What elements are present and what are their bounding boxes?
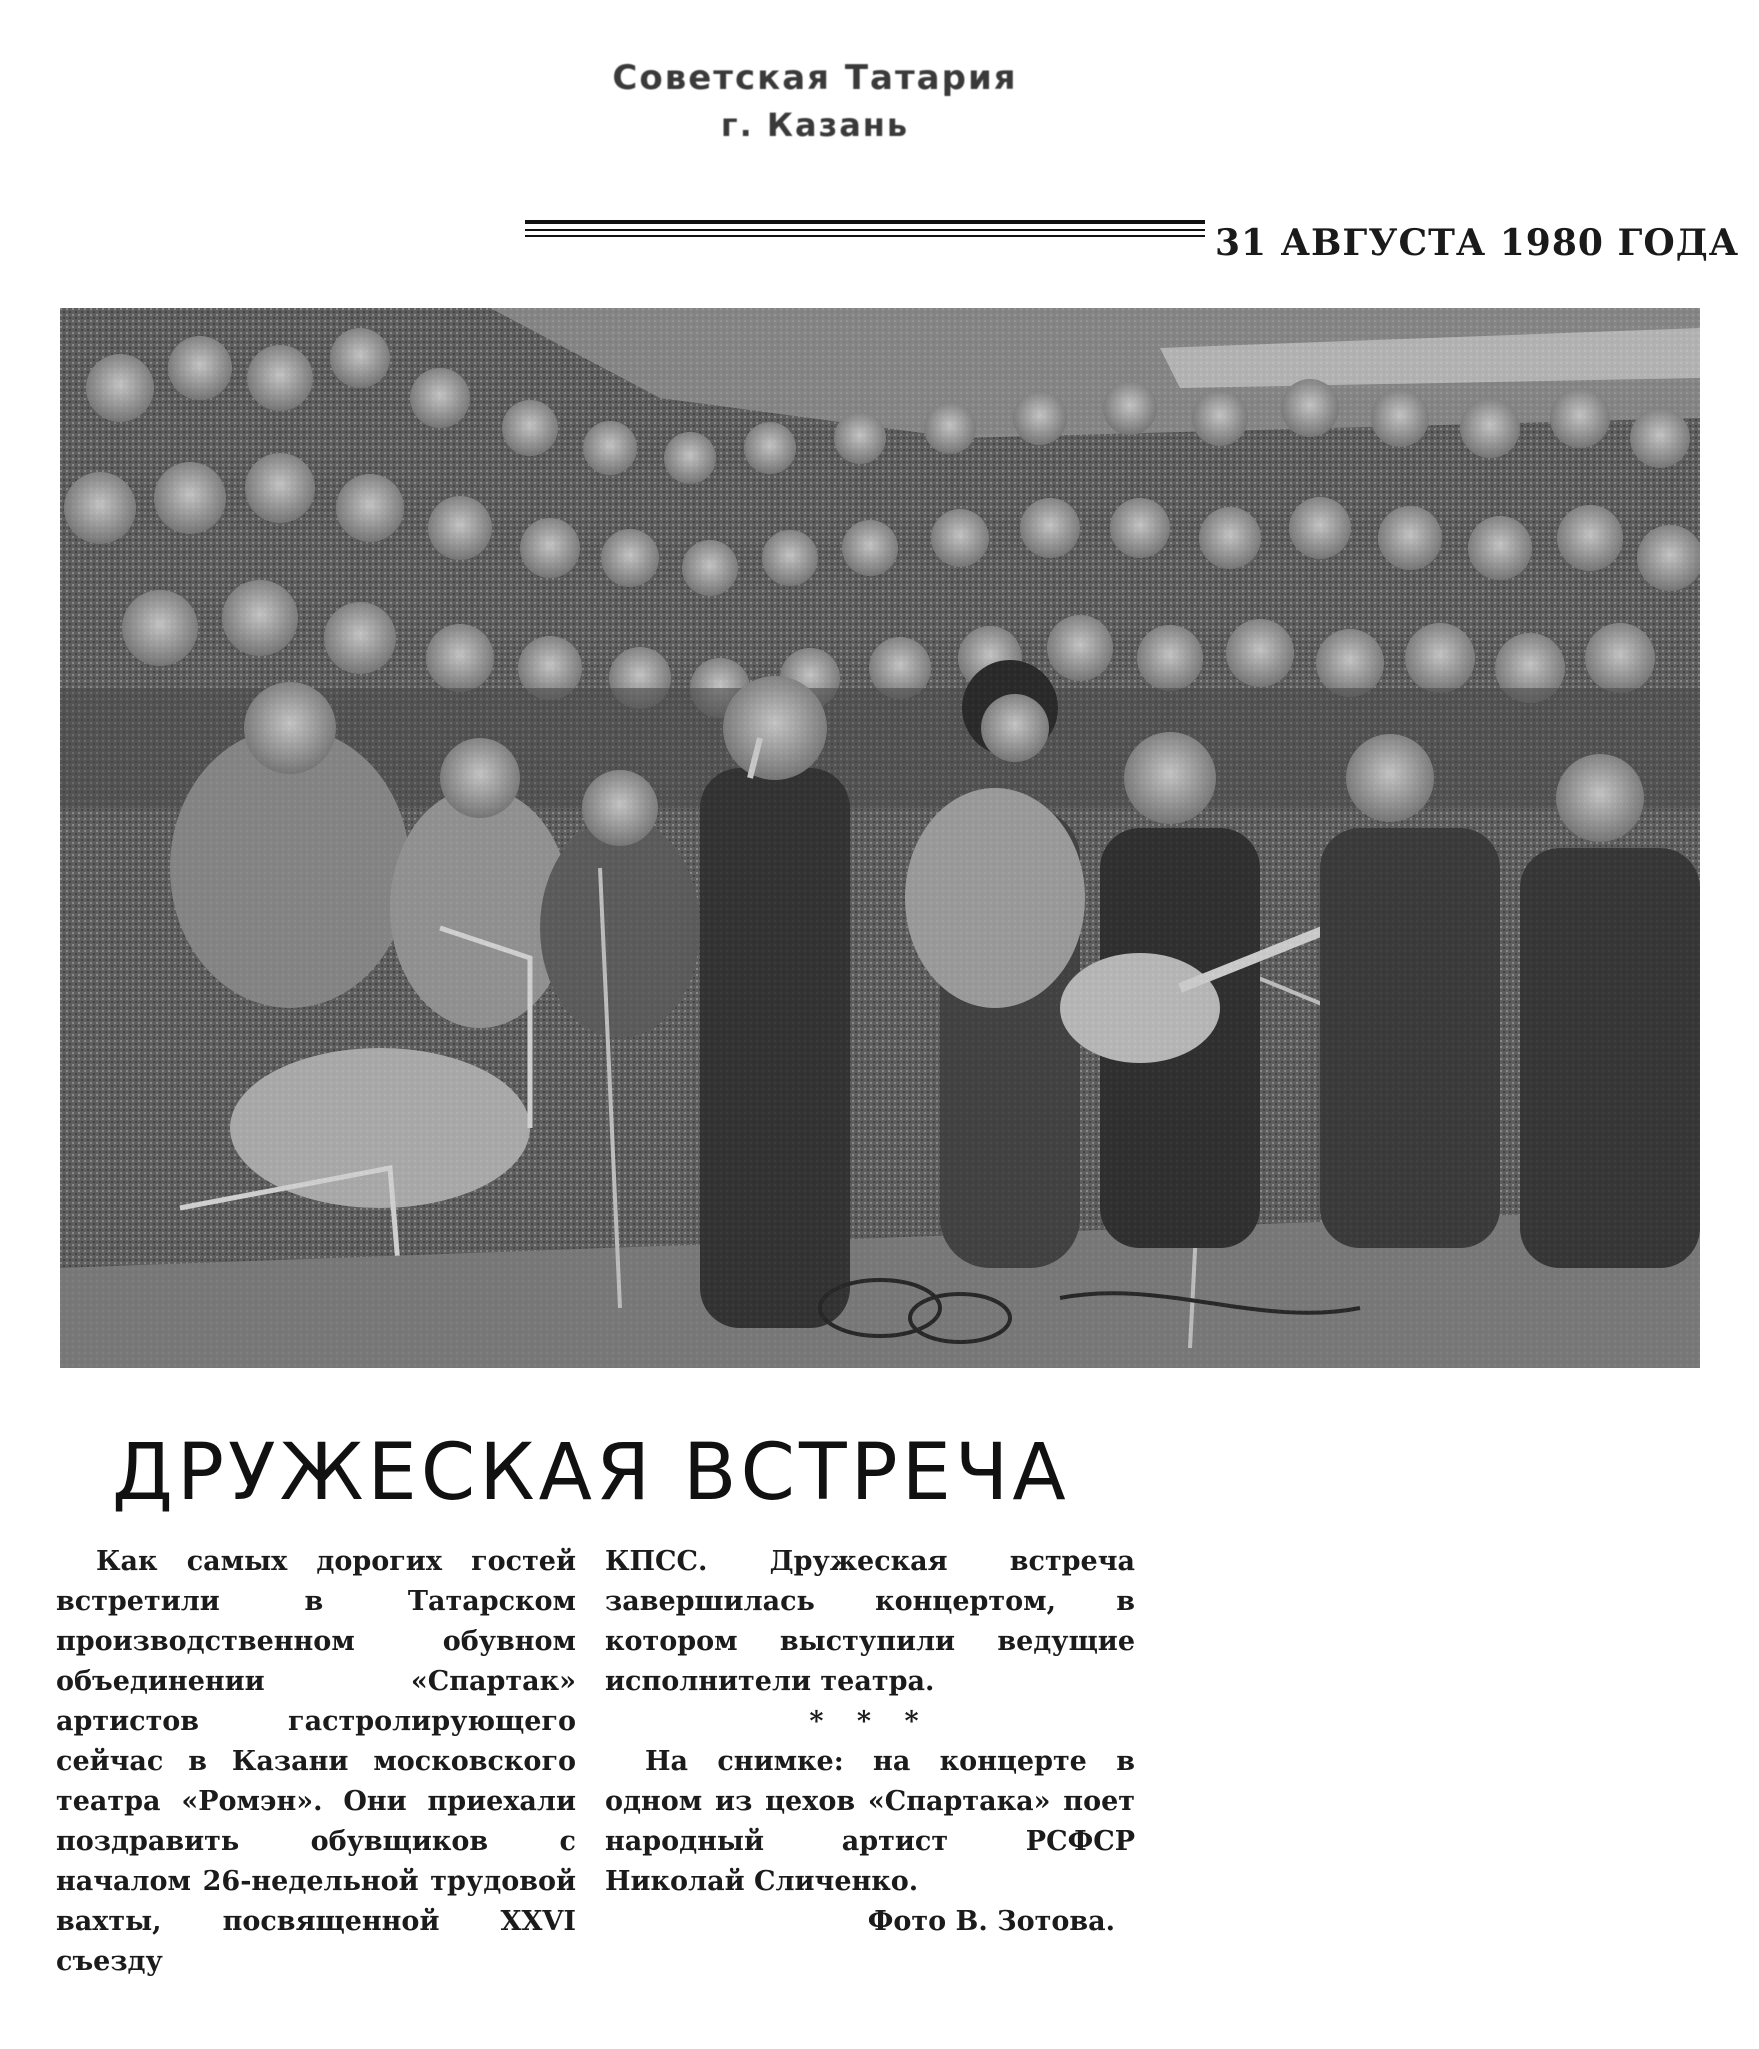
headline: ДРУЖЕСКАЯ ВСТРЕЧА <box>112 1428 1070 1518</box>
article-right-column <box>605 1542 1135 1942</box>
publication-date: 31 АВГУСТА 1980 ГОДА <box>1215 222 1740 264</box>
article-body-part1: Как самых дорогих гостей встретили в Татарском производственном обувном объединении «Спартак» артистов гастролирующего сейчас в Казани московского театра «Ромэн». Они приехали поздравить обувщиков с началом 26-недельной трудовой вахты, посвященной XXVI съезду <box>56 1546 576 1977</box>
photo-illustration <box>60 308 1700 1368</box>
stamp-newspaper-name: Советская Татария <box>612 58 1018 98</box>
date-rule <box>525 220 1205 237</box>
separator-stars: * * * <box>809 1706 931 1737</box>
photo-credit: Фото В. Зотова. <box>867 1906 1115 1937</box>
stamp-city: г. Казань <box>720 106 910 144</box>
article-body-part2: КПСС. Дружеская встреча завершилась концертом, в котором выступили ведущие исполнители театра. <box>605 1546 1135 1697</box>
photo-caption: На снимке: на концерте в одном из цехов «Спартака» поет народный артист РСФСР Николай Сличенко. <box>605 1746 1135 1897</box>
article-left-column <box>56 1542 576 1982</box>
newspaper-stamp <box>535 58 1095 144</box>
concert-photograph <box>60 308 1700 1368</box>
